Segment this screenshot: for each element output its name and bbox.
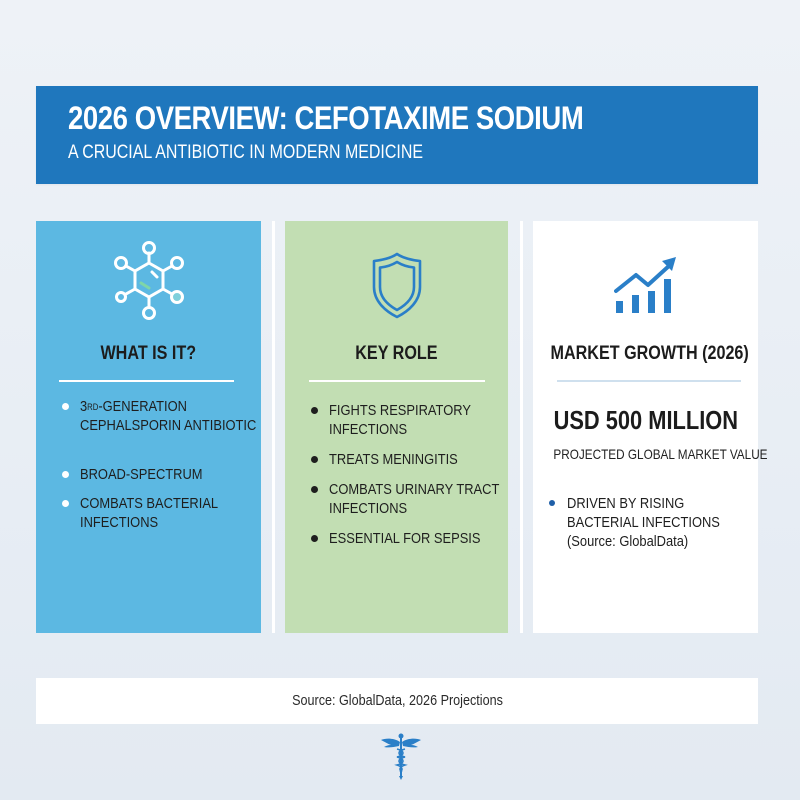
divider: [557, 380, 741, 382]
growth-chart-icon: [614, 255, 678, 315]
list-item: COMBATS BACTERIAL INFECTIONS: [58, 494, 253, 532]
source-text: Source: GlobalData, 2026 Projections: [291, 692, 503, 709]
card-key-role: [285, 221, 508, 633]
card-what-is-it: [36, 221, 261, 633]
header-banner: [36, 86, 758, 184]
bullet-dot-icon: [62, 403, 69, 410]
list-item: 3RD-GENERATION CEPHALSPORIN ANTIBIOTIC: [58, 397, 253, 435]
list-item: TREATS MENINGITIS: [307, 450, 500, 469]
column-divider: [520, 221, 523, 633]
bullet-list: [545, 494, 750, 551]
column-divider: [272, 221, 275, 633]
molecule-icon: [109, 239, 189, 323]
divider: [309, 380, 485, 382]
card-heading: WHAT IS IT?: [100, 343, 197, 364]
list-item: FIGHTS RESPIRATORY INFECTIONS: [307, 401, 500, 439]
market-value: USD 500 MILLION: [553, 405, 738, 435]
list-item: COMBATS URINARY TRACT INFECTIONS: [307, 480, 500, 518]
bullet-dot-icon: [549, 500, 555, 506]
bullet-dot-icon: [311, 535, 318, 542]
caduceus-icon: [380, 732, 422, 780]
bullet-dot-icon: [311, 486, 318, 493]
card-market-growth: [533, 221, 768, 633]
bullet-dot-icon: [311, 456, 318, 463]
shield-icon: [367, 251, 427, 321]
bullet-dot-icon: [62, 471, 69, 478]
list-item: BROAD-SPECTRUM: [58, 465, 253, 484]
list-item: DRIVEN BY RISING BACTERIAL INFECTIONS (Source: GlobalData): [545, 494, 750, 551]
bullet-list: [58, 397, 257, 532]
bullet-list: [307, 401, 500, 548]
bullet-dot-icon: [311, 407, 318, 414]
market-value-caption: PROJECTED GLOBAL MARKET VALUE: [553, 446, 768, 462]
source-footer: [36, 678, 758, 724]
card-heading: MARKET GROWTH (2026): [550, 343, 749, 364]
card-heading: KEY ROLE: [355, 343, 438, 364]
list-item: ESSENTIAL FOR SEPSIS: [307, 529, 500, 548]
divider: [59, 380, 234, 382]
page-subtitle: A CRUCIAL ANTIBIOTIC IN MODERN MEDICINE: [68, 142, 424, 163]
page-title: 2026 OVERVIEW: CEFOTAXIME SODIUM: [68, 100, 584, 136]
bullet-dot-icon: [62, 500, 69, 507]
